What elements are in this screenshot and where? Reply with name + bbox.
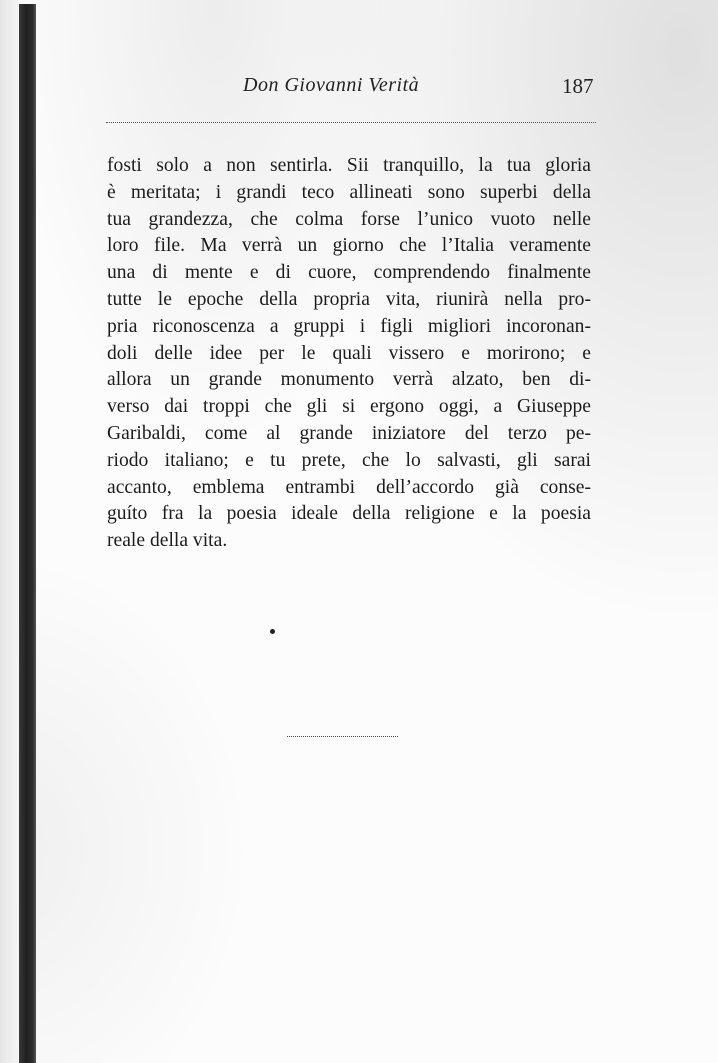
book-spine-shadow: [19, 4, 36, 1063]
running-title: Don Giovanni Verità: [243, 74, 420, 96]
ink-speck: [270, 629, 275, 634]
text-line: riodo italiano; e tu prete, che lo salvasti, gli sarai: [107, 449, 591, 471]
binding-margin: [0, 0, 18, 1063]
text-line: è meritata; i grandi teco allineati sono superbi della: [107, 181, 591, 203]
header-dotted-rule: [106, 122, 596, 123]
text-line: doli delle idee per le quali vissero e morirono; e: [107, 342, 591, 364]
text-line: Garibaldi, come al grande iniziatore del terzo pe-: [107, 422, 591, 444]
end-dotted-rule: [287, 736, 398, 737]
text-line: pria riconoscenza a gruppi i figli migliori incoronan-: [107, 315, 591, 337]
running-head: [0, 74, 718, 104]
body-paragraph: [107, 153, 591, 555]
text-line: allora un grande monumento verrà alzato, ben di-: [107, 369, 591, 391]
text-line: una di mente e di cuore, comprendendo finalmente: [107, 262, 591, 284]
text-line: fosti solo a non sentirla. Sii tranquillo, la tua gloria: [107, 155, 591, 176]
text-line: verso dai troppi che gli si ergono oggi, a Giuseppe: [107, 396, 591, 418]
text-line: tua grandezza, che colma forse l’unico vuoto nelle: [107, 208, 591, 230]
text-line: loro file. Ma verrà un giorno che l’Italia veramente: [107, 235, 591, 257]
text-line: tutte le epoche della propria vita, riunirà nella pro-: [107, 288, 591, 310]
text-line: accanto, emblema entrambi dell’accordo già conse-: [107, 476, 591, 498]
text-line: guíto fra la poesia ideale della religione e la poesia: [107, 503, 591, 525]
page-number: 187: [562, 74, 594, 98]
text-line-last: reale della vita.: [107, 530, 228, 552]
